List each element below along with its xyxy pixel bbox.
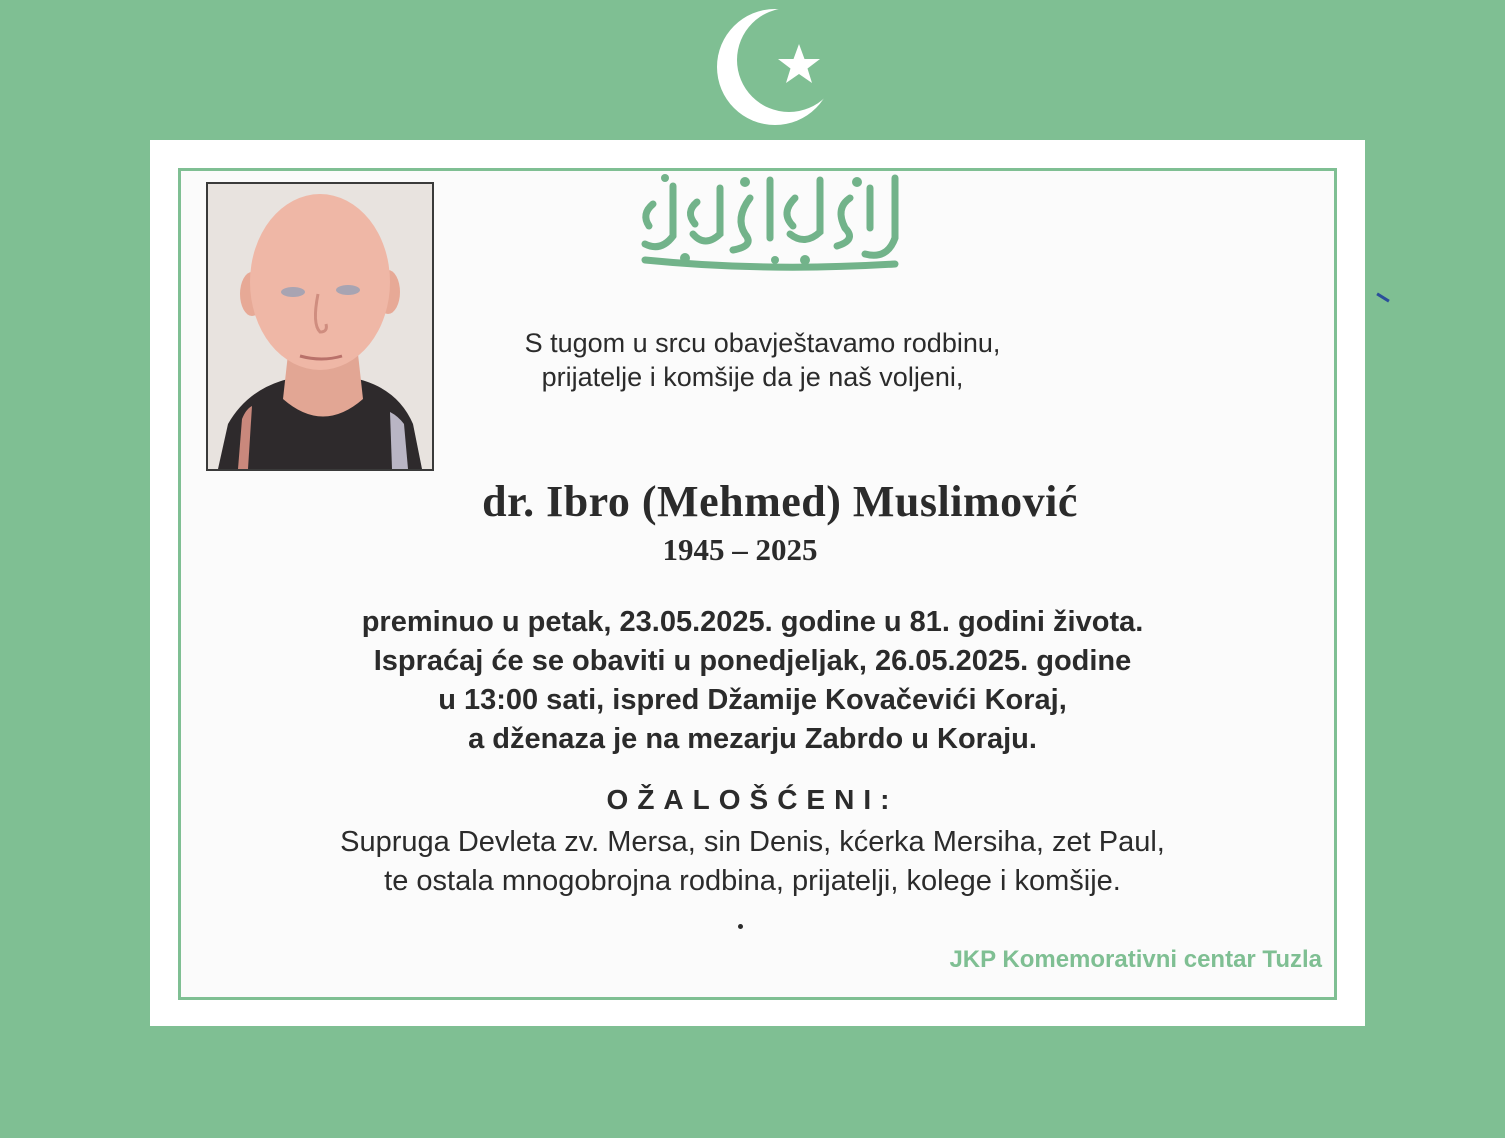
deceased-years: 1945 – 2025	[662, 532, 818, 567]
mourners-list	[0, 823, 1505, 901]
intro-line: prijatelje i komšije da je naš voljeni,	[541, 362, 964, 392]
intro-text	[0, 326, 1505, 394]
ink-speck	[1376, 293, 1389, 303]
details-line: a dženaza je na mezarju Zabrdo u Koraju.	[468, 723, 1037, 755]
details-line: u 13:00 sati, ispred Džamije Kovačevići Koraj,	[438, 684, 1067, 716]
details-line: Ispraćaj će se obaviti u ponedjeljak, 26.05.2025. godine	[373, 645, 1132, 677]
mourners-title: OŽALOŠĆENI:	[606, 784, 899, 815]
crescent-star-icon	[715, 6, 845, 128]
arabic-calligraphy-icon	[625, 168, 910, 278]
divider-dot	[738, 924, 743, 929]
mourners-line: te ostala mnogobrojna rodbina, prijatelji, kolege i komšije.	[384, 865, 1121, 897]
funeral-details	[0, 603, 1505, 759]
intro-line: S tugom u srcu obavještavamo rodbinu,	[524, 328, 1001, 358]
mourners-line: Supruga Devleta zv. Mersa, sin Denis, kćerka Mersiha, zet Paul,	[340, 826, 1165, 858]
deceased-name: dr. Ibro (Mehmed) Muslimović	[482, 477, 1078, 526]
details-line: preminuo u petak, 23.05.2025. godine u 81. godini života.	[361, 606, 1144, 638]
publisher-credit: JKP Komemorativni centar Tuzla	[949, 946, 1322, 973]
